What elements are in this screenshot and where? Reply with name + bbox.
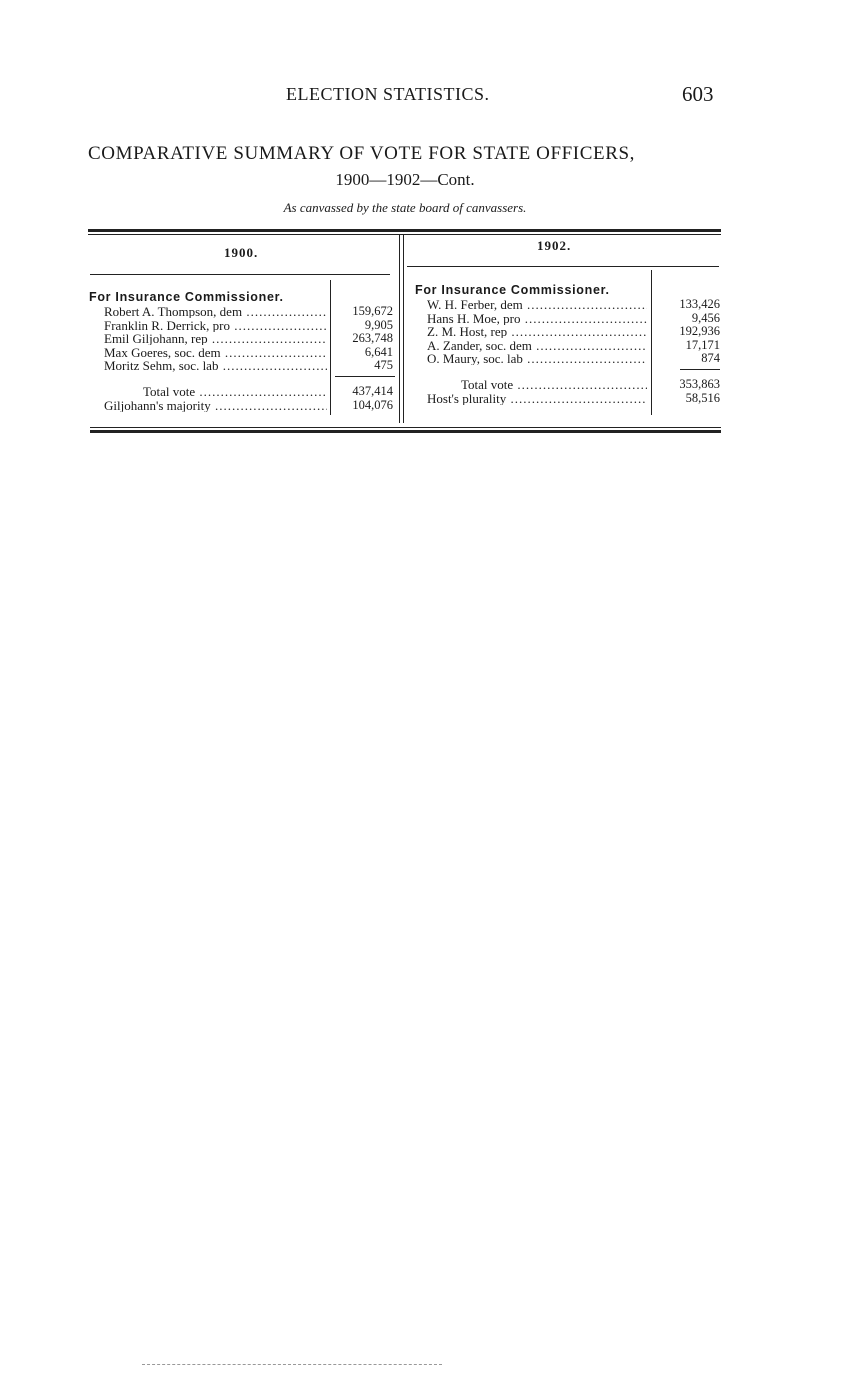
left-candidate-value: 475 xyxy=(374,358,393,372)
left-candidate-label: Robert A. Thompson, dem xyxy=(104,305,243,318)
table-title: COMPARATIVE SUMMARY OF VOTE FOR STATE OFFICERS, xyxy=(88,143,636,164)
left-candidate-value: 263,748 xyxy=(352,331,393,345)
right-sum-rule xyxy=(680,369,720,370)
center-divider-a xyxy=(399,235,400,423)
left-candidate-label: Franklin R. Derrick, pro xyxy=(104,318,231,332)
left-candidate-value: 6,641 xyxy=(364,344,393,359)
right-candidate-label: Hans H. Moe, pro xyxy=(427,311,521,325)
right-candidate-value: 192,936 xyxy=(679,324,720,338)
page-number: 603 xyxy=(682,82,714,106)
year-1902-heading: 1902. xyxy=(537,238,572,253)
right-candidate-label: O. Maury, soc. lab xyxy=(427,352,523,365)
canvass-note: As canvassed by the state board of canvassers. xyxy=(283,200,527,215)
right-candidate-value: 874 xyxy=(701,351,720,365)
right-candidate-label: W. H. Ferber, dem xyxy=(427,298,523,311)
left-sum-rule xyxy=(335,376,395,377)
left-total-label: Total vote xyxy=(143,385,196,398)
left-head-rule xyxy=(90,274,390,275)
top-rule-thick xyxy=(88,229,721,232)
right-candidate-value: 133,426 xyxy=(679,297,720,311)
right-total-row xyxy=(427,392,647,405)
right-candidate-row xyxy=(427,325,647,338)
bottom-rule-thin xyxy=(90,427,721,428)
left-total-label: Giljohann's majority xyxy=(104,398,211,412)
center-divider-b xyxy=(403,235,404,423)
right-candidate-label: A. Zander, soc. dem xyxy=(427,338,532,352)
left-candidate-label: Max Goeres, soc. dem xyxy=(104,345,221,359)
right-total-value: 353,863 xyxy=(679,377,720,391)
left-candidate-row xyxy=(104,359,327,372)
left-candidate-row xyxy=(104,346,327,359)
left-total-row xyxy=(143,385,327,398)
right-section-heading: For Insurance Commissioner. xyxy=(415,283,610,297)
left-total-row xyxy=(104,399,327,412)
right-candidate-value: 9,456 xyxy=(691,310,720,325)
left-section-heading: For Insurance Commissioner. xyxy=(89,290,284,304)
year-1900-heading: 1900. xyxy=(224,245,259,260)
left-candidate-row xyxy=(104,319,327,332)
left-total-value: 104,076 xyxy=(352,397,393,412)
right-total-row xyxy=(461,378,647,391)
left-candidate-label: Moritz Sehm, soc. lab xyxy=(104,359,219,372)
left-total-value: 437,414 xyxy=(352,384,393,398)
footer-dash-line xyxy=(142,1364,442,1366)
right-candidate-row xyxy=(427,312,647,325)
top-rule-thin xyxy=(88,234,721,235)
left-candidate-row xyxy=(104,305,327,318)
running-head: ELECTION STATISTICS. xyxy=(286,84,490,104)
right-total-value: 58,516 xyxy=(685,390,720,405)
left-candidate-value: 159,672 xyxy=(352,304,393,318)
right-candidate-row xyxy=(427,352,647,365)
right-candidate-value: 17,171 xyxy=(685,337,720,352)
bottom-rule-thick xyxy=(90,430,721,433)
right-candidate-row xyxy=(427,298,647,311)
right-total-label: Total vote xyxy=(461,378,514,391)
left-candidate-row xyxy=(104,332,327,345)
right-candidate-row xyxy=(427,339,647,352)
right-head-rule xyxy=(407,266,719,267)
table-subtitle: 1900—1902—Cont. xyxy=(335,170,475,189)
left-candidate-label: Emil Giljohann, rep xyxy=(104,332,208,345)
left-candidate-value: 9,905 xyxy=(364,317,393,332)
right-candidate-label: Z. M. Host, rep xyxy=(427,325,508,338)
right-total-label: Host's plurality xyxy=(427,391,507,405)
